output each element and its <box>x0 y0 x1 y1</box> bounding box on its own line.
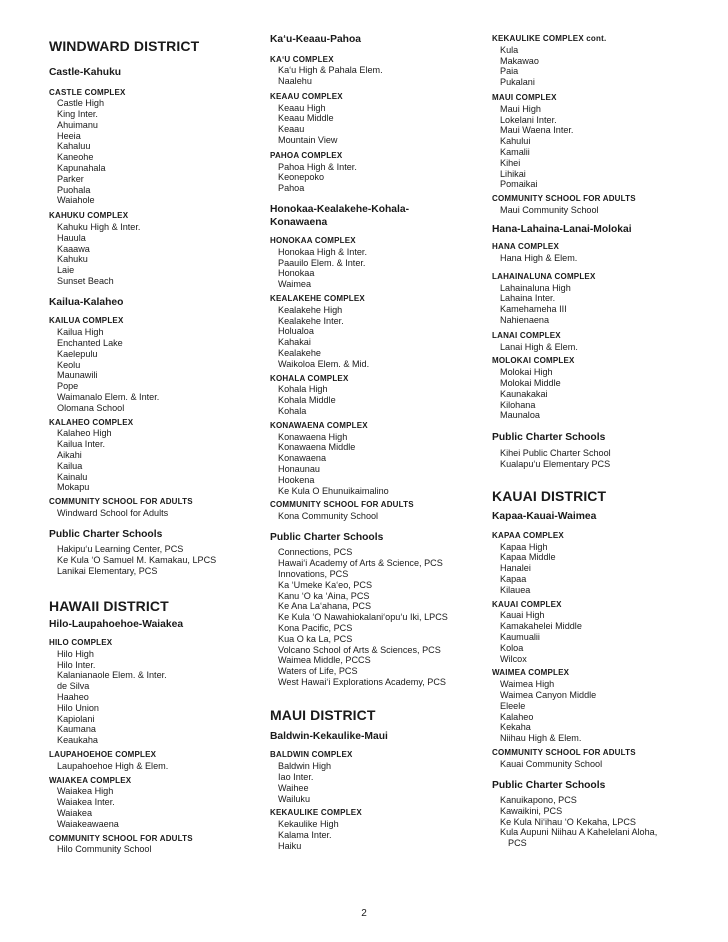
school-name: Kohala Middle <box>278 395 336 406</box>
school-name: Kamehameha III <box>500 304 567 315</box>
school-name: Kamalii <box>500 146 530 157</box>
school-name: Kohala High <box>278 384 328 395</box>
complex-heading: COMMUNITY SCHOOL FOR ADULTS <box>492 747 636 757</box>
school-name: Koloa <box>500 642 524 653</box>
school-name: Honokaa High & Inter. <box>278 246 367 257</box>
school-name: Kilauea <box>500 584 531 595</box>
school-name: Pahoa High & Inter. <box>278 161 357 172</box>
school-name: King Inter. <box>57 109 98 120</box>
school-name: Keaukaha <box>57 735 98 746</box>
school-name: Hilo Community School <box>57 844 152 855</box>
column-right <box>492 34 702 849</box>
school-name: Kaaawa <box>57 243 90 254</box>
school-name: Molokai High <box>500 367 553 378</box>
school-name: Makawao <box>500 55 539 66</box>
school-name: Lahainaluna High <box>500 282 571 293</box>
school-name: Kalanianaole Elem. & Inter. <box>57 670 167 681</box>
complex-heading: COMMUNITY SCHOOL FOR ADULTS <box>49 497 193 507</box>
school-name: Kahakai <box>278 337 311 348</box>
school-name: Hauula <box>57 232 86 243</box>
school-name: Kohala <box>278 406 307 417</box>
district-heading: MAUI DISTRICT <box>270 706 376 723</box>
school-name: Castle High <box>57 98 105 109</box>
region-heading: Public Charter Schools <box>492 432 606 444</box>
school-name: Kahuku <box>57 254 88 265</box>
school-name: Lanai High & Elem. <box>500 341 578 352</box>
school-name: Pukalani <box>500 77 535 88</box>
school-name: Keonepoko <box>278 172 325 183</box>
school-name: Pope <box>57 381 79 392</box>
school-name: Maunaloa <box>500 410 540 421</box>
school-name: Aikahi <box>57 449 82 460</box>
school-name: Hilo Union <box>57 702 99 713</box>
school-name: Hakipu‘u Learning Center, PCS <box>57 544 184 555</box>
school-name: Kanu ‘O ka ‘Aina, PCS <box>278 590 370 601</box>
school-name: Kauai High <box>500 610 545 621</box>
school-name: Honaunau <box>278 464 320 474</box>
school-name: Hana High & Elem. <box>500 253 578 264</box>
school-name: Kilohana <box>500 399 536 410</box>
school-name: Iao Inter. <box>278 771 314 782</box>
complex-heading: WAIAKEA COMPLEX <box>49 775 132 785</box>
school-name: Kapaa <box>500 573 527 584</box>
school-name: Kamakahelei Middle <box>500 621 582 632</box>
school-name: Maunawili <box>57 370 98 381</box>
school-name: Ahuimanu <box>57 119 98 130</box>
complex-heading: CASTLE COMPLEX <box>49 87 126 97</box>
complex-heading: HANA COMPLEX <box>492 242 559 252</box>
school-name: Kalama Inter. <box>278 829 332 840</box>
school-name: Maui Community School <box>500 204 599 215</box>
school-name: Kona Pacific, PCS <box>278 623 353 634</box>
school-name: Parker <box>57 173 84 184</box>
school-name: Olomana School <box>57 402 125 413</box>
school-name: Wailuku <box>278 793 311 804</box>
school-name: Ke Ana La‘ahana, PCS <box>278 601 372 612</box>
school-name: Kahaluu <box>57 141 91 152</box>
complex-heading: KEALAKEHE COMPLEX <box>270 294 365 304</box>
school-name: Wilcox <box>500 653 527 664</box>
school-name: Kula <box>500 44 519 55</box>
school-name: Waiakeawaena <box>57 818 119 829</box>
school-name: Hookena <box>278 474 315 485</box>
school-name: Keaau Middle <box>278 113 334 124</box>
school-name: Kainalu <box>57 471 88 482</box>
school-name: Honokaa <box>278 268 315 279</box>
complex-heading: KA‘U COMPLEX <box>270 54 334 64</box>
school-name: Kekaulike High <box>278 819 339 830</box>
school-name: Keolu <box>57 359 81 370</box>
complex-heading: MOLOKAI COMPLEX <box>492 356 575 366</box>
school-name: Eleele <box>500 700 526 711</box>
school-name: Baldwin High <box>278 761 332 772</box>
school-name: Sunset Beach <box>57 276 114 287</box>
school-name: Nahienaena <box>500 315 550 326</box>
complex-heading: KAPAA COMPLEX <box>492 530 564 540</box>
complex-heading: COMMUNITY SCHOOL FOR ADULTS <box>49 833 193 843</box>
school-name: Waiahole <box>57 195 95 206</box>
school-name: Lihikai <box>500 168 526 179</box>
school-name: Kalaheo High <box>57 428 112 439</box>
district-heading: WINDWARD DISTRICT <box>49 38 200 54</box>
school-name: Waimea Canyon Middle <box>500 689 597 700</box>
region-heading: Castle-Kahuku <box>49 67 122 78</box>
school-name: Waiakea Inter. <box>57 797 115 808</box>
complex-heading: COMMUNITY SCHOOL FOR ADULTS <box>270 500 414 510</box>
school-name: Kealakehe High <box>278 304 343 315</box>
school-name: Kealakehe Inter. <box>278 315 344 326</box>
school-name: Kona Community School <box>278 511 379 522</box>
school-name: Ke Kula ‘O Samuel M. Kamakau, LPCS <box>57 554 217 565</box>
school-name: Waiakea High <box>57 786 114 797</box>
complex-heading: HILO COMPLEX <box>49 638 113 648</box>
school-name: Konawaena High <box>278 431 348 442</box>
region-heading: Hana-Lahaina-Lanai-Molokai <box>492 223 632 235</box>
school-name: Kahuku High & Inter. <box>57 222 141 233</box>
school-name: Pomaikai <box>500 179 538 190</box>
complex-heading: KAHUKU COMPLEX <box>49 211 129 221</box>
school-name: Keaau <box>278 124 305 135</box>
school-name: Volcano School of Arts & Sciences, PCS <box>278 644 441 655</box>
complex-heading: KEAAU COMPLEX <box>270 91 343 101</box>
school-name: Hawai‘i Academy of Arts & Science, PCS <box>278 558 443 569</box>
school-name: Kua O ka La, PCS <box>278 633 353 644</box>
complex-heading: HONOKAA COMPLEX <box>270 236 356 246</box>
complex-heading: WAIMEA COMPLEX <box>492 668 570 678</box>
school-name: Waimea High <box>500 679 555 690</box>
school-name: Paia <box>500 66 519 77</box>
school-name: Kapaa Middle <box>500 552 556 563</box>
school-name: Hilo Inter. <box>57 659 96 670</box>
school-name: Naalehu <box>278 76 312 87</box>
region-heading: Public Charter Schools <box>270 531 384 543</box>
complex-heading: KEKAULIKE COMPLEX <box>270 808 362 818</box>
district-heading: HAWAII DISTRICT <box>49 597 169 614</box>
school-name: Laie <box>57 265 75 276</box>
school-name: Holualoa <box>278 326 314 337</box>
school-name: Maui Waena Inter. <box>500 125 574 136</box>
complex-heading: KONAWAENA COMPLEX <box>270 420 368 430</box>
school-name: Windward School for Adults <box>57 507 169 518</box>
school-name: Laupahoehoe High & Elem. <box>57 760 169 771</box>
school-name: Haiku <box>278 840 302 851</box>
school-name: Enchanted Lake <box>57 337 123 348</box>
complex-heading: LAHAINALUNA COMPLEX <box>492 271 596 281</box>
complex-heading: MAUI COMPLEX <box>492 92 557 102</box>
column-middle <box>270 34 480 852</box>
school-name: Waikoloa Elem. & Mid. <box>278 358 370 369</box>
school-name: Kaumualii <box>500 631 540 642</box>
region-heading: Honokaa-Kealakehe-Kohala- <box>270 204 410 216</box>
school-name: Ka‘u High & Pahala Elem. <box>278 65 383 76</box>
school-name: Kealakehe <box>278 348 321 359</box>
school-name: Pahoa <box>278 183 305 194</box>
complex-heading: KEKAULIKE COMPLEX cont. <box>492 34 607 43</box>
region-heading: Konawaena <box>270 216 328 228</box>
school-name: Waters of Life, PCS <box>278 666 358 677</box>
school-name: Kauai Community School <box>500 758 603 769</box>
school-name: Waimea Middle, PCCS <box>278 655 371 666</box>
school-name: Keaau High <box>278 102 326 113</box>
school-name: Kanuikapono, PCS <box>500 795 577 806</box>
school-name: Puohala <box>57 184 91 195</box>
school-name: Kihei Public Charter School <box>500 447 611 458</box>
complex-heading: COMMUNITY SCHOOL FOR ADULTS <box>492 194 636 204</box>
school-name: Lanikai Elementary, PCS <box>57 565 158 576</box>
region-heading: Ka‘u-Keaau-Pahoa <box>270 34 361 45</box>
page-number: 2 <box>361 908 367 919</box>
complex-heading: PAHOA COMPLEX <box>270 150 343 160</box>
region-heading: Kapaa-Kauai-Waimea <box>492 511 597 523</box>
school-name: Kailua <box>57 460 83 471</box>
school-name: Kalaheo <box>500 711 534 722</box>
school-name: West Hawai‘i Explorations Academy, PCS <box>278 677 446 688</box>
complex-heading: KAUAI COMPLEX <box>492 599 562 609</box>
school-name: Kihei <box>500 157 521 168</box>
school-name: Hilo High <box>57 648 94 659</box>
school-name: de Silva <box>57 681 90 692</box>
region-heading: Kailua-Kalaheo <box>49 296 124 308</box>
school-name: Waimanalo Elem. & Inter. <box>57 391 160 402</box>
column-left <box>49 34 254 855</box>
school-name: Kula Aupuni Niihau A Kahelelani Aloha, <box>500 827 658 838</box>
school-name: Kapunahala <box>57 163 106 174</box>
school-name: Kahului <box>500 136 531 147</box>
school-name: Mokapu <box>57 482 90 493</box>
school-name: Kapiolani <box>57 713 95 724</box>
school-name: Connections, PCS <box>278 547 353 558</box>
school-name: PCS <box>508 838 527 849</box>
region-heading: Public Charter Schools <box>49 528 163 540</box>
school-name: Kaelepulu <box>57 348 98 359</box>
school-name: Ke Kula O Ehunuikaimalino <box>278 485 389 496</box>
school-name: Maui High <box>500 103 541 114</box>
complex-heading: LAUPAHOEHOE COMPLEX <box>49 750 157 760</box>
complex-heading: KOHALA COMPLEX <box>270 373 349 383</box>
school-name: Haaheo <box>57 692 89 703</box>
school-name: Heeia <box>57 130 81 141</box>
school-name: Ke Kula ‘O Nawahiokalani‘opu‘u Iki, LPCS <box>278 612 448 623</box>
school-name: Waihee <box>278 782 309 793</box>
school-name: Kawaikini, PCS <box>500 805 563 816</box>
region-heading: Public Charter Schools <box>492 779 606 791</box>
district-heading: KAUAI DISTRICT <box>492 488 607 505</box>
school-name: Ka ‘Umeke Ka‘eo, PCS <box>278 579 373 590</box>
school-name: Kailua Inter. <box>57 439 106 450</box>
complex-heading: BALDWIN COMPLEX <box>270 750 353 760</box>
school-name: Kapaa High <box>500 541 548 552</box>
school-name: Konawaena Middle <box>278 442 356 453</box>
school-name: Kaunakakai <box>500 388 548 399</box>
school-name: Kualapu‘u Elementary PCS <box>500 458 611 469</box>
school-name: Mountain View <box>278 135 338 146</box>
region-heading: Hilo-Laupahoehoe-Waiakea <box>49 618 184 630</box>
school-name: Innovations, PCS <box>278 569 349 580</box>
school-name: Paauilo Elem. & Inter. <box>278 257 366 268</box>
school-name: Waiakea <box>57 808 93 819</box>
school-name: Kailua High <box>57 327 104 338</box>
school-name: Kekaha <box>500 722 531 733</box>
school-name: Kaumana <box>57 724 96 735</box>
complex-heading: KALAHEO COMPLEX <box>49 417 134 427</box>
school-name: Kaneohe <box>57 152 94 163</box>
school-name: Lokelani Inter. <box>500 114 557 125</box>
school-name: Molokai Middle <box>500 378 561 389</box>
school-name: Lahaina Inter. <box>500 293 556 304</box>
complex-heading: KAILUA COMPLEX <box>49 316 124 326</box>
school-name: Niihau High & Elem. <box>500 733 582 744</box>
school-name: Konawaena <box>278 453 327 464</box>
school-name: Ke Kula Ni‘ihau ‘O Kekaha, LPCS <box>500 816 636 827</box>
complex-heading: LANAI COMPLEX <box>492 330 561 340</box>
school-name: Waimea <box>278 279 312 290</box>
school-name: Hanalei <box>500 563 531 574</box>
region-heading: Baldwin-Kekaulike-Maui <box>270 730 388 742</box>
